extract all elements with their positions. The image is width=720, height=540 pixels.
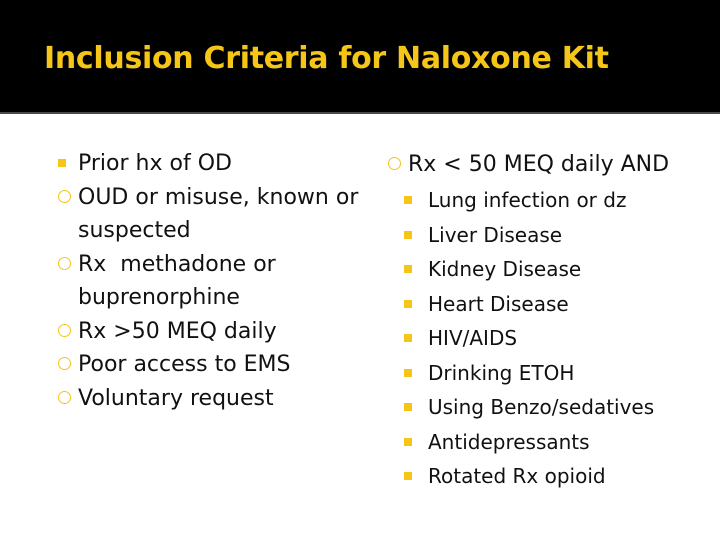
list-item: Using Benzo/sedatives — [404, 390, 720, 425]
ring-bullet-icon — [58, 257, 71, 270]
ring-bullet-icon — [58, 391, 71, 404]
list-item: Liver Disease — [404, 218, 720, 253]
square-bullet-icon — [404, 300, 412, 308]
square-bullet-icon — [404, 231, 412, 239]
list-item: Kidney Disease — [404, 252, 720, 287]
list-item: Heart Disease — [404, 287, 720, 322]
list-item: Drinking ETOH — [404, 356, 720, 391]
list-heading: Rx < 50 MEQ daily AND — [388, 147, 708, 183]
ring-bullet-icon — [58, 357, 71, 370]
square-bullet-icon — [404, 472, 412, 480]
title-bar — [0, 0, 720, 112]
title-divider — [0, 112, 720, 114]
square-bullet-icon — [404, 196, 412, 204]
list-item: Poor access to EMS — [58, 348, 358, 382]
square-bullet-icon — [404, 369, 412, 377]
list-item: OUD or misuse, known or suspected — [58, 181, 368, 248]
list-item: Rx methadone or buprenorphine — [58, 248, 328, 315]
square-bullet-icon — [404, 438, 412, 446]
ring-bullet-icon — [58, 324, 71, 337]
left-bullet-list — [58, 147, 358, 415]
square-bullet-icon — [404, 403, 412, 411]
square-bullet-icon — [58, 159, 66, 167]
slide-title: Inclusion Criteria for Naloxone Kit — [44, 41, 609, 76]
right-bullet-list — [388, 147, 708, 494]
list-item: Rx >50 MEQ daily — [58, 315, 358, 349]
square-bullet-icon — [404, 265, 412, 273]
ring-bullet-icon — [388, 157, 401, 170]
list-item: Antidepressants — [404, 425, 720, 460]
list-item: Lung infection or dz — [404, 183, 720, 218]
list-item: Rotated Rx opioid — [404, 459, 720, 494]
ring-bullet-icon — [58, 190, 71, 203]
list-item: HIV/AIDS — [404, 321, 720, 356]
list-item: Voluntary request — [58, 382, 358, 416]
sub-bullet-list — [404, 183, 720, 494]
list-item: Prior hx of OD — [58, 147, 358, 181]
square-bullet-icon — [404, 334, 412, 342]
